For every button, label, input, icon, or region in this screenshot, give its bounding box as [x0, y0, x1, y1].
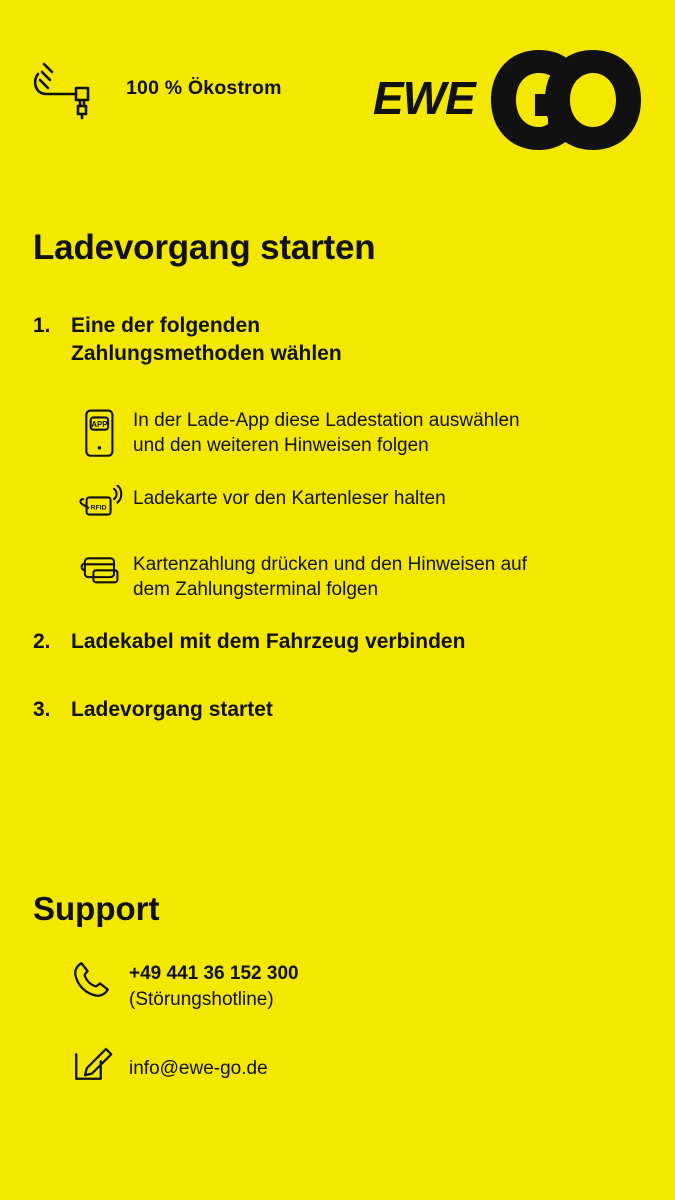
payment-method-line2: dem Zahlungsterminal folgen — [133, 578, 379, 600]
step-label-line2: Zahlungsmethoden wählen — [71, 342, 342, 366]
eco-label: 100 % Ökostrom — [126, 76, 282, 99]
credit-card-payment-icon — [71, 549, 133, 593]
support-phone-note: (Störungshotline) — [129, 988, 274, 1010]
page-title: Ladevorgang starten — [33, 228, 376, 267]
step-label-line1: Eine der folgenden — [71, 314, 261, 337]
payment-method-label — [133, 405, 520, 458]
ewe-go-logo — [373, 48, 641, 152]
support-email-address[interactable]: info@ewe-go.de — [129, 1058, 268, 1080]
support-phone-text — [129, 958, 299, 1012]
step-number: 3. — [33, 698, 51, 722]
step-item-3 — [33, 696, 643, 724]
step-number: 1. — [33, 314, 51, 337]
step-label: Ladevorgang startet — [71, 698, 273, 722]
support-list — [71, 958, 631, 1114]
header — [0, 48, 675, 158]
payment-method-line1: Ladekarte vor den Kartenleser halten — [133, 487, 446, 509]
step-label: Ladekabel mit dem Fahrzeug verbinden — [71, 629, 466, 653]
email-edit-icon — [71, 1042, 129, 1084]
payment-method-app — [71, 405, 643, 461]
smartphone-app-icon — [71, 405, 133, 461]
step-number: 2. — [33, 629, 51, 653]
charging-cable-icon — [30, 52, 108, 124]
step-item-2 — [33, 628, 643, 656]
payment-methods-list — [71, 405, 643, 602]
payment-method-label — [133, 483, 446, 511]
svg-text:APP: APP — [91, 419, 108, 429]
payment-method-label — [133, 549, 527, 602]
payment-method-line1: In der Lade-App diese Ladestation auswählen — [133, 409, 520, 431]
steps-list — [33, 312, 643, 725]
svg-text:EWE: EWE — [373, 72, 475, 124]
payment-method-line2: und den weiteren Hinweisen folgen — [133, 434, 429, 456]
step-label — [71, 312, 342, 369]
rfid-card-icon — [71, 483, 133, 527]
payment-method-line1: Kartenzahlung drücken und den Hinweisen auf — [133, 553, 527, 575]
payment-method-rfid — [71, 483, 643, 527]
support-email-row — [71, 1042, 631, 1084]
support-title: Support — [33, 890, 160, 927]
svg-text:RFID: RFID — [90, 504, 107, 512]
payment-method-card — [71, 549, 643, 602]
phone-icon — [71, 958, 129, 1000]
support-phone-number[interactable]: +49 441 36 152 300 — [129, 963, 299, 984]
eco-badge — [30, 52, 282, 124]
support-phone-row — [71, 958, 631, 1012]
step-item-1 — [33, 312, 643, 369]
